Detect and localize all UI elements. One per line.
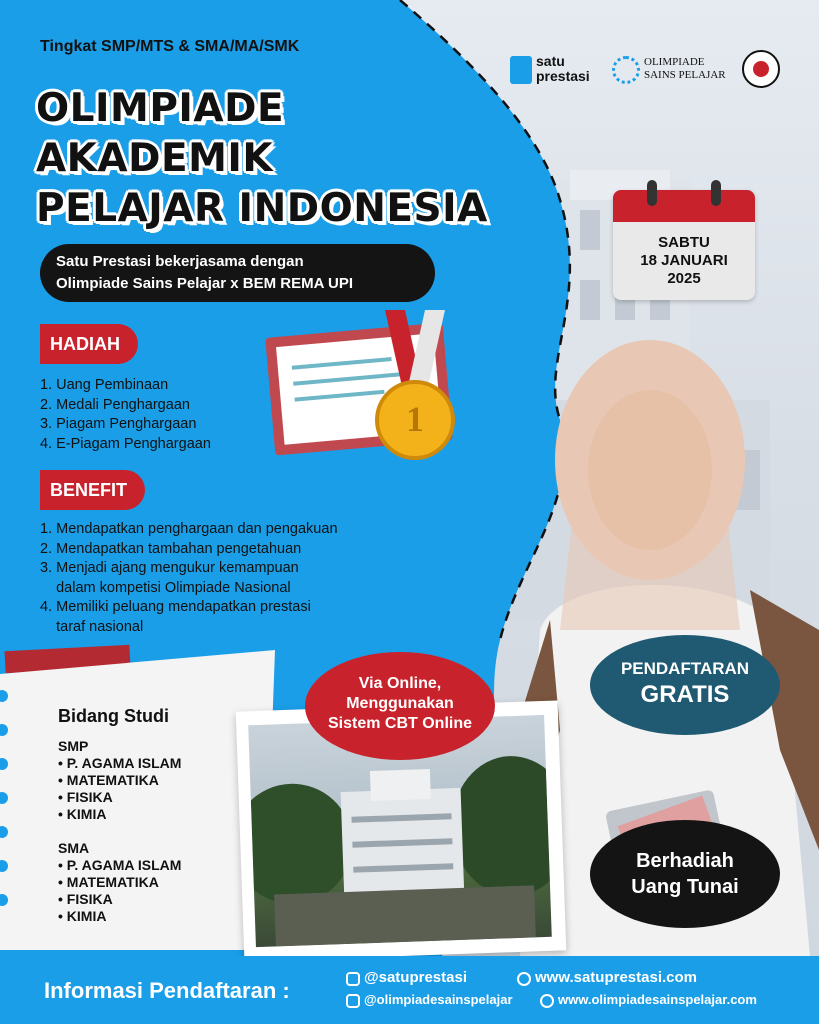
daftar-line-2: GRATIS [640,681,730,708]
partner-pill [40,244,435,302]
hadiah-item: 1. Uang Pembinaan [40,377,169,393]
benefit-item: 3. Menjadi ajang mengukur kemampuan [40,560,299,576]
footer-web-2[interactable]: www.olimpiadesainspelajar.com [558,992,757,1007]
university-seal-icon [742,50,780,88]
smp-label: SMP [58,738,89,754]
calendar-header [613,190,755,222]
sma-item: • MATEMATIKA [58,874,159,890]
sma-item: • KIMIA [58,908,107,924]
date-year: 2025 [667,270,701,287]
instagram-icon [346,972,360,986]
sma-label: SMA [58,840,90,856]
benefit-item: 1. Mendapatkan penghargaan dan pengakuan [40,521,338,537]
sma-item: • FISIKA [58,891,113,907]
bidang-sma [58,840,181,925]
title-line-1: OLIMPIADE [36,86,285,131]
calendar-ring-right [711,180,721,206]
footer-web-1[interactable]: www.satuprestasi.com [535,969,697,986]
partner-line-1: Satu Prestasi bekerjasama dengan [56,253,304,270]
satu-prestasi-mark [510,56,532,84]
globe-icon [517,972,531,986]
hadiah-item: 2. Medali Penghargaan [40,396,190,413]
via-line: Menggunakan [346,695,454,712]
benefit-label: BENEFIT [40,470,145,510]
partner-line-2: Olimpiade Sains Pelajar x BEM REMA UPI [56,275,354,292]
date-day: SABTU [658,234,710,251]
globe-icon [540,994,554,1008]
prestasi-text: prestasi [536,68,590,84]
osp-logo [612,52,740,88]
title-line-2: AKADEMIK [36,136,274,181]
hadiah-list [40,376,211,454]
daftar-line-1: PENDAFTARAN [620,659,750,678]
medal-icon [370,310,460,470]
footer-ig-1[interactable]: @satuprestasi [364,969,468,986]
satu-prestasi-logo [510,52,606,88]
hadiah-item: 3. Piagam Penghargaan [40,416,197,432]
calendar-ring-left [647,180,657,206]
berhadiah-bubble [590,820,780,928]
hadiah-bubble-line: Berhadiah [636,850,734,872]
bidang-smp [58,738,181,823]
sma-item: • P. AGAMA ISLAM [58,857,182,873]
footer-label: Informasi Pendaftaran : [44,978,290,1003]
pendaftaran-gratis-bubble [590,635,780,735]
instagram-icon [346,994,360,1008]
seal-center [753,61,769,77]
benefit-item: dalam kompetisi Olimpiade Nasional [40,579,291,596]
benefit-item: 4. Memiliki peluang mendapatkan prestasi [40,599,311,615]
bidang-title: Bidang Studi [58,706,169,726]
osp-mark-icon [612,56,640,84]
osp-bottom-text: SAINS PELAJAR [644,69,726,81]
benefit-item: 2. Mendapatkan tambahan pengetahuan [40,540,302,557]
footer-bar [0,956,819,1024]
via-line: Via Online, [358,675,442,692]
level-text: Tingkat SMP/MTS & SMA/MA/SMK [40,38,300,55]
via-online-bubble [305,652,495,760]
osp-top-text: OLIMPIADE [644,56,705,68]
via-line: Sistem CBT Online [327,715,473,732]
benefit-list [40,520,338,637]
hadiah-item: 4. E-Piagam Penghargaan [40,435,211,452]
benefit-item: taraf nasional [40,618,144,635]
hadiah-label: HADIAH [40,324,138,364]
smp-item: • MATEMATIKA [58,772,159,788]
date-date: 18 JANUARI [640,252,728,269]
hadiah-bubble-line: Uang Tunai [631,876,739,898]
medal-number: 1 [406,399,424,439]
smp-item: • KIMIA [58,806,107,822]
date-calendar [613,190,755,300]
smp-item: • FISIKA [58,789,113,805]
smp-item: • P. AGAMA ISLAM [58,755,182,771]
title-line-3: PELAJAR INDONESIA [36,186,488,231]
footer-ig-2[interactable]: @olimpiadesainspelajar [364,992,513,1007]
satu-text: satu [536,53,565,69]
